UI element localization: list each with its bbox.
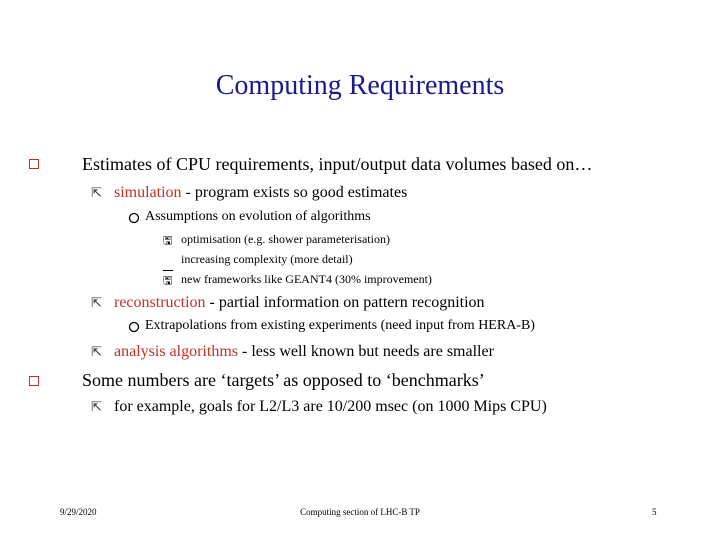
arrow-bullet-icon: ⇱ [91,345,102,360]
square-bullet-icon [29,159,39,169]
bullet-assumptions: Assumptions on evolution of algorithms [145,209,371,224]
bullet-goals: for example, goals for L2/L3 are 10/200 msec (on 1000 Mips CPU) [114,398,547,415]
bullet-reconstruction [114,294,485,312]
slide-title: Computing Requirements [215,70,505,101]
bullet-targets: Some numbers are ‘targets’ as opposed to ‘benchmarks’ [82,370,485,390]
analysis-keyword: analysis algorithms [114,343,238,360]
bullet-extrapolations: Extrapolations from existing experiments (need input from HERA-B) [145,318,535,333]
bullet-estimates: Estimates of CPU requirements, input/output data volumes based on… [82,154,593,174]
reconstruction-keyword: reconstruction [114,294,206,311]
item-complexity: increasing complexity (more detail) [181,252,353,266]
bullet-simulation [114,184,407,202]
item-optimisation: optimisation (e.g. shower parameterisation) [181,232,390,246]
analysis-text: - less well known but needs are smaller [237,343,494,360]
arrow-bullet-icon: ⇱ [91,296,102,311]
simulation-text: - program exists so good estimates [181,184,408,201]
square-bullet-icon [29,376,39,386]
reconstruction-text: - partial information on pattern recognition [205,294,485,311]
footer-date: 9/29/2020 [60,507,97,517]
disk-bullet-icon: 🖫 [163,234,173,247]
arrow-bullet-icon: ⇱ [91,186,102,201]
footer-center: Computing section of LHC-B TP [300,507,420,517]
footer-page-number: 5 [652,507,657,517]
arrow-bullet-icon: ⇱ [91,400,102,415]
disk-bullet-icon: 🖫 [163,274,173,287]
item-geant4: new frameworks like GEANT4 (30% improvement) [181,272,432,286]
circle-bullet-icon [128,320,140,338]
circle-bullet-icon [128,211,140,229]
simulation-keyword: simulation [114,184,182,201]
bullet-analysis [114,343,494,361]
